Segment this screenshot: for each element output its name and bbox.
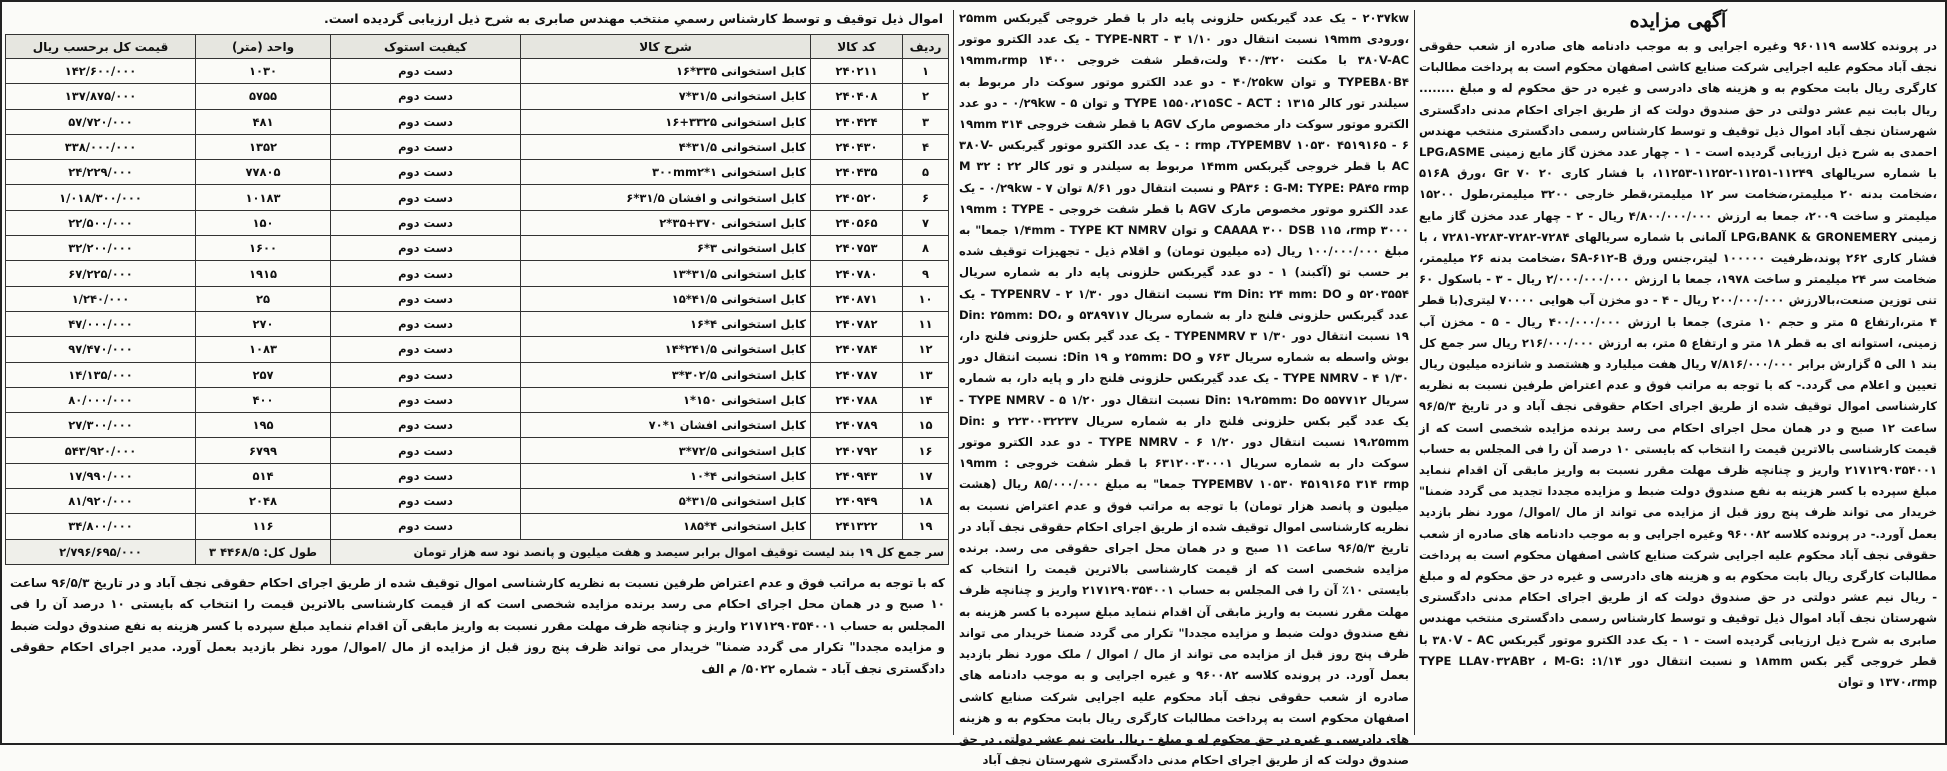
item-description: کابل استخوانی ۷۲/۵*۳: [521, 438, 811, 463]
row-number: ۱۶: [903, 438, 949, 463]
unit-meters: ۱۵۰: [196, 210, 331, 235]
total-price: ۱/۲۴۰/۰۰۰: [6, 286, 196, 311]
notice-body-part-2: ۲۰۳۷kw - یک عدد گیربکس حلزونی پایه دار با قطر خروجی گیربکس ۲۵mm ،ورودی ۱۹mm نسبت انتقال دور ۱/۱۰ TYPE-NRT - ۳ - یک عدد الکترو موتور ۳۸۰V-AC با مکنت ۴۰۰/۳۲۰ ولت،قطر شفت خروجی ۱۹mm،rmp ۱۴۰۰ TYPEB۸۰B۴ و توان ۴۰/۲۵kw - دو عدد الکترو موتور سوکت دار مربوط به سیلندر تور کالر ۱۳۱۵ : TYPE ۱۵۵۰،۲۱۵SC - ACT و توان ۰/۲۹kw - ۵ - دو عدد الکترو موتور سوکت دار مخصوص مارک AGV با قطر شفت خروجی ۱۹mm ۳۱۴ : rmp ،TYPEMBV ۱۰۵۳۰ ۴۵۱۹۱۶۵ - ۶ - یک عدد الکترو موتور گیربکس ۳۸۰V-AC با قطر خروجی گیربکس ۱۴mm مربوط به سیلندر و تور کالر ۲۲ : M ۳۲ PA۳۶ : G-M: TYPE: PA۴۵ rmp و نسبت انتقال دور ۸/۶۱ توان ۰/۲۹kw - ۷ - یک عدد الکترو موتور مخصوص مارک AGV با قطر شفت خروجی ۱۹mm : TYPE - CAAAA ۳۰۰ DSB ۱۱۵ ،rmp ۳۰۰۰ و توان ۱/۴mm - TYPE KT NMRV جمعا" به مبلغ ۱۰۰/۰۰۰/۰۰۰ ریال (ده میلیون تومان) و اقلام ذیل - تجهیزات توقیف شده بر حسب تو (آکبند) ۱ - دو عدد گیربکس حلزونی پایه دار به شماره سریال ۵۲۰۳۵۵۴ و ۳m Din: ۲۴ mm: DO نسبت انتقال دور ۱/۳۰ TYPENRV - ۲ - یک عدد گیربکس حلزونی فلنج دار به شماره سریال ۵۳۸۹۷۱۷ و Din: ۲۵mm: DO، ۱۹ نسبت انتقال دور ۱/۳۰ TYPENMRV ۳ - یک عدد گیر بکس حلزونی فلنج دار، بوش واسطه به شماره سریال ۷۶۳ و ۲۵mm: DO و ۱۹ Din: نسبت انتقال دور ۱/۳۰ TYPE NMRV - ۴ - یک عدد گیربکس حلزونی فلنج دار و پایه دار، به شماره سریال ۵۵۷۷۱۲ Din: ۱۹،۲۵mm: Do نسبت انتقال دور ۱/۲۰ TYPE NMRV - ۵ - یک عدد گیر بکس حلزونی فلنج دار به شماره سریال ۲۲۳۰۰۳۲۲۳۷ و Din: ۱۹،۲۵mm نسبت انتقال دور ۱/۲۰ TYPE NMRV - ۶ - دو عدد الکترو موتور سوکت دار به شماره سریال ۶۳۱۲۰۰۳۰۰۰۱ با قطر شفت خروجی ۱۹mm : TYPEMBV ۱۰۵۳۰ ۴۵۱۹۱۶۵ ۳۱۴ rmp جمعا" به مبلغ ۸۵/۰۰۰/۰۰۰ ریال (هشت میلیون و پانصد هزار تومان) با توجه به مراتب فوق و عدم اعتراض نسبت به نظریه کارشناسی اموال توقیف شده از طریق اجرای احکام حقوقی نجف آباد در تاریخ ۹۶/۵/۳ ساعت ۱۱ صبح و در همان محل اجرای حقوقی می رسد. برنده مزایده شخصی است که از قیمت کارشناسی بالاترین قیمت را انتخاب که بایستی ۱۰٪ آن را فی المجلس به حساب ۲۱۷۱۲۹۰۳۵۴۰۰۱ واریز و چنانچه ظرف مهلت مقرر نسبت به واریز مابقی آن اقدام ننماید مبلغ سپرده با کسر هزینه به نفع صندوق دولت ضبط و مزایده مجددا" تکرار می گردد ضمنا خریدار می تواند ظرف پنج روز قبل از مزایده می تواند از مال / اموال / ملک مورد نظر بازدید بعمل آورد. در پرونده کلاسه ۹۶۰۰۸۲ و غیره اجرایی و به موجب دادنامه های صادره از شعب حقوقی نجف آباد محکوم علیه اجرایی شرکت صنایع کاشی اصفهان محکوم است به پرداخت مطالبات کارگری ریال بابت محکوم به و هزینه های دادرسی و غیره در حق محکوم له و مبلغ - ریال بابت نیم عشر دولتی در حق صندوق دولت که از طریق اجرای احکام مدنی دادگستری شهرستان نجف آباد: [959, 11, 1410, 768]
item-description: کابل استخوانی ۴۱/۵*۱۵: [521, 286, 811, 311]
row-number: ۹: [903, 261, 949, 286]
table-row: [6, 387, 949, 412]
summary-length: طول کل: ۴۴۶۸/۵ ۳: [196, 539, 331, 564]
total-price: ۶۷/۲۲۵/۰۰۰: [6, 261, 196, 286]
stock-quality: دست دوم: [331, 463, 521, 488]
unit-meters: ۱۶۰۰: [196, 236, 331, 261]
row-number: ۱۰: [903, 286, 949, 311]
stock-quality: دست دوم: [331, 84, 521, 109]
total-price: ۳۲/۲۰۰/۰۰۰: [6, 236, 196, 261]
row-number: ۴: [903, 134, 949, 159]
unit-meters: ۲۰۴۸: [196, 489, 331, 514]
total-price: ۵۷/۷۲۰/۰۰۰: [6, 109, 196, 134]
item-code: ۲۴۰۷۸۷: [811, 362, 903, 387]
stock-quality: دست دوم: [331, 514, 521, 539]
unit-meters: ۱۰۳۰: [196, 59, 331, 84]
table-row: [6, 261, 949, 286]
notice-body-part-1: در پرونده کلاسه ۹۶۰۱۱۹ وغیره اجرایی و به موجب دادنامه های صادره از شعب حقوقی نجف آباد محکوم علیه اجرایی شرکت صنایع کاشی اصفهان محکوم است به پرداخت مطالبات کارگری ریال بابت محکوم به و هزینه های دادرسی و غیره در حق محکوم له و مبلغ ........ ریال بابت نیم عشر دولتی در حق صندوق دولت که از طریق اجرای احکام مدنی دادگستری شهرستان نجف آباد اموال ذیل توقیف و توسط کارشناس رسمی دادگستری منتخب مهندس احمدی به شرح ذیل ارزیابی گردیده است - ۱ - چهار عدد مخزن گاز مایع زمینی LPG،ASME با شماره سریالهای ۱۱۲۴۹-۱۱۲۵۱-۱۱۲۵۲-۱۱۲۵۳، با فشار کاری ۲۰ Gr ۷۰ ،ورق ۵۱۶A ،ضخامت بدنه ۲۰ میلیمتر،ضخامت سر ۱۲ میلیمتر،قطر خارجی ۳۲۰۰ میلیمتر،طول ۱۵۲۰۰ میلیمتر و ساخت ۲۰۰۹، جمعا به ارزش ۴/۸۰۰/۰۰۰/۰۰۰ ریال - ۲ - چهار عدد مخزن گاز مایع زمینی LPG،BANK & GRONEMERY آلمانی با شماره سریالهای ۷۲۸۴-۷۲۸۲-۷۲۸۳-۷۲۸۱ ، با فشار کاری ۲۶۲ پوند،ظرفیت ۱۰۰۰۰۰ لیتر،جنس ورق SA-۶۱۲-B ،ضخامت بدنه ۲۶ میلیمتر، ضخامت سر ۲۴ میلیمتر و ساخت ۱۹۷۸، جمعا با ارزش ۲/۰۰۰/۰۰۰/۰۰۰ ریال - ۳ - باسکول ۶۰ تنی توزین صنعت،بالارزش ۲۰۰/۰۰۰/۰۰۰ ریال - ۴ - دو مخزن آب هوایی ۷۰۰۰۰ لیتری(با قطر ۴ متر،ارتفاع ۵ متر و حجم ۱۰ متری) جمعا با ارزش ۴۰۰/۰۰۰/۰۰۰ ریال - ۵ - مخزن آب زمینی، استوانه ای به قطر ۱۸ متر و ارتفاع ۵ متر، به ارزش ۲۱۶/۰۰۰/۰۰۰ ریال سر جمع کل بند ۱ الی ۵ گزارش برابر ۷/۸۱۶/۰۰۰/۰۰۰ ریال هفت میلیارد و هشتصد و شانزده میلیون ریال تعیین و اعلام می گردد.- که با توجه به مراتب فوق و عدم اعتراض طرفین نسبت به نظریه کارشناسی اموال توقیف شده از طریق اجرای احکام حقوقی نجف آباد و در تاریخ ۹۶/۵/۳ ساعت ۱۲ صبح و در همان محل اجرای احکام می رسد برنده مزایده شخصی است که از قیمت کارشناسی بالاترین قیمت را انتخاب که بایستی ۱۰ درصد آن را فی المجلس به حساب ۲۱۷۱۲۹۰۳۵۴۰۰۱ واریز و چنانچه ظرف مهلت مقرر نسبت به واریز مابقی آن اقدام ننماید مبلغ سپرده با کسر هزینه به نفع صندوق دولت ضبط و مزایده مجددا تجدید می گردد ضمنا" خریدار می تواند ظرف پنج روز قبل از مزایده می تواند از مال /اموال/ مورد نظر بازدید بعمل آورد.- در پرونده کلاسه ۹۶۰۰۸۲ وغیره اجرایی و به موجب دادنامه های صادره از شعب حقوقی نجف آباد محکوم علیه اجرایی شرکت صنایع کاشی اصفهان محکوم است به پرداخت مطالبات کارگری ریال بابت محکوم به و هزینه های دادرسی و غیره در حق محکوم له و مبلغ - ریال نیم عشر دولتی در حق صندوق دولت که از طریق اجرای احکام مدنی دادگستری شهرستان نجف آباد اموال ذیل توقیف و توسط کارشناس رسمی دادگستری منتخب مهندس صابری به شرح ذیل ارزیابی گردیده است - ۱ - یک عدد الکترو موتور گیربکس ۳۸۰V - AC با قطر خروجی گیر بکس ۱۸mm و نسبت انتقال دور ۱/۱۴: TYPE LLA۷۰۳۲AB۲ ، M-G: ۱۳۷۰،rmp و توان: [1419, 39, 1938, 690]
stock-quality: دست دوم: [331, 362, 521, 387]
item-description: کابل استخوانی ۴*۱۶: [521, 311, 811, 336]
table-row: [6, 311, 949, 336]
stock-quality: دست دوم: [331, 185, 521, 210]
stock-quality: دست دوم: [331, 387, 521, 412]
total-price: ۹۷/۴۷۰/۰۰۰: [6, 337, 196, 362]
item-description: کابل استخوانی ۱*۳۰۰mm۲: [521, 160, 811, 185]
item-description: کابل استخوانی ۳۳۵*۱۶: [521, 59, 811, 84]
table-row: [6, 362, 949, 387]
column-header: واحد (متر): [196, 35, 331, 59]
item-code: ۲۴۰۲۱۱: [811, 59, 903, 84]
total-price: ۸۱/۹۲۰/۰۰۰: [6, 489, 196, 514]
total-price: ۱۴۲/۶۰۰/۰۰۰: [6, 59, 196, 84]
item-code: ۲۴۰۷۸۰: [811, 261, 903, 286]
row-number: ۱۷: [903, 463, 949, 488]
item-code: ۲۴۰۷۸۸: [811, 387, 903, 412]
unit-meters: ۱۹۵: [196, 413, 331, 438]
table-row: [6, 463, 949, 488]
total-price: ۲۴/۲۲۹/۰۰۰: [6, 160, 196, 185]
total-price: ۱۷/۹۹۰/۰۰۰: [6, 463, 196, 488]
unit-meters: ۱۳۵۲: [196, 134, 331, 159]
item-description: کابل استخوانی ۳۳۲۵+۱۶: [521, 109, 811, 134]
row-number: ۱: [903, 59, 949, 84]
column-header: قیمت کل برحسب ریال: [6, 35, 196, 59]
table-row: [6, 236, 949, 261]
stock-quality: دست دوم: [331, 160, 521, 185]
table-row: [6, 84, 949, 109]
table-row: [6, 109, 949, 134]
item-code: ۲۴۰۷۵۳: [811, 236, 903, 261]
table-row: [6, 413, 949, 438]
item-description: کابل استخوانی ۳۱/۵*۵: [521, 489, 811, 514]
item-code: ۲۴۰۷۸۲: [811, 311, 903, 336]
item-code: ۲۴۰۷۸۴: [811, 337, 903, 362]
total-price: ۵۴۳/۹۲۰/۰۰۰: [6, 438, 196, 463]
column-header: شرح کالا: [521, 35, 811, 59]
item-code: ۲۴۰۸۷۱: [811, 286, 903, 311]
unit-meters: ۴۸۱: [196, 109, 331, 134]
stock-quality: دست دوم: [331, 59, 521, 84]
total-price: ۲۷/۳۰۰/۰۰۰: [6, 413, 196, 438]
row-number: ۱۱: [903, 311, 949, 336]
column-divider: [953, 10, 954, 735]
row-number: ۷: [903, 210, 949, 235]
item-description: کابل استخوانی ۳*۶: [521, 236, 811, 261]
item-description: کابل استخوانی ۳۷۰+۳۵*۲: [521, 210, 811, 235]
item-code: ۲۴۰۹۴۹: [811, 489, 903, 514]
column-header: ردیف: [903, 35, 949, 59]
unit-meters: ۱۱۶: [196, 514, 331, 539]
notice-column-1: [1419, 8, 1937, 737]
total-price: ۳۳۸/۰۰۰/۰۰۰: [6, 134, 196, 159]
item-code: ۲۴۰۴۲۴: [811, 109, 903, 134]
item-description: کابل استخوانی ۳۱/۵*۷: [521, 84, 811, 109]
column-divider: [1414, 10, 1415, 735]
cable-section: [6, 8, 949, 737]
row-number: ۶: [903, 185, 949, 210]
item-description: کابل استخوانی ۴*۱۸۵: [521, 514, 811, 539]
unit-meters: ۱۰۸۳: [196, 337, 331, 362]
table-row: [6, 286, 949, 311]
total-price: ۱/۰۱۸/۳۰۰/۰۰۰: [6, 185, 196, 210]
column-header: کیفیت استوک: [331, 35, 521, 59]
table-row: [6, 438, 949, 463]
item-description: کابل استخوانی افشان ۱*۷۰: [521, 413, 811, 438]
unit-meters: ۲۵: [196, 286, 331, 311]
item-description: کابل استخوانی و افشان ۳۱/۵*۶: [521, 185, 811, 210]
total-price: ۲۲/۵۰۰/۰۰۰: [6, 210, 196, 235]
item-description: کابل استخوانی ۲۴۱/۵*۱۴: [521, 337, 811, 362]
total-price: ۱۴/۱۳۵/۰۰۰: [6, 362, 196, 387]
table-row: [6, 337, 949, 362]
table-row: [6, 185, 949, 210]
item-code: ۲۴۰۹۴۳: [811, 463, 903, 488]
table-row: [6, 514, 949, 539]
unit-meters: ۲۵۷: [196, 362, 331, 387]
column-header: کد کالا: [811, 35, 903, 59]
unit-meters: ۵۷۵۵: [196, 84, 331, 109]
item-description: کابل استخوانی ۳۰۲/۵*۳: [521, 362, 811, 387]
stock-quality: دست دوم: [331, 236, 521, 261]
row-number: ۱۵: [903, 413, 949, 438]
stock-quality: دست دوم: [331, 337, 521, 362]
notice-title: آگهی مزایده: [1629, 10, 1727, 32]
table-summary-row: [6, 539, 949, 564]
item-description: کابل استخوانی ۳۱/۵*۱۳: [521, 261, 811, 286]
unit-meters: ۶۷۹۹: [196, 438, 331, 463]
table-row: [6, 210, 949, 235]
row-number: ۱۸: [903, 489, 949, 514]
row-number: ۲: [903, 84, 949, 109]
item-code: ۲۴۰۴۰۸: [811, 84, 903, 109]
table-row: [6, 160, 949, 185]
table-row: [6, 134, 949, 159]
row-number: ۱۹: [903, 514, 949, 539]
total-price: ۳۴/۸۰۰/۰۰۰: [6, 514, 196, 539]
table-header-note: اموال ذیل توقیف و توسط کارشناس رسمیِ منتخب مهندس صابری به شرح ذیل ارزیابی گردیده است.: [323, 11, 943, 26]
unit-meters: ۱۹۱۵: [196, 261, 331, 286]
unit-meters: ۵۱۴: [196, 463, 331, 488]
item-description: کابل استخوانی ۳۱/۵*۴: [521, 134, 811, 159]
item-code: ۲۴۰۵۶۵: [811, 210, 903, 235]
cable-table: [5, 34, 949, 565]
item-code: ۲۴۰۴۳۰: [811, 134, 903, 159]
unit-meters: ۷۷۸۰۵: [196, 160, 331, 185]
stock-quality: دست دوم: [331, 489, 521, 514]
notice-footer: که با توجه به مراتب فوق و عدم اعتراض طرفین نسبت به نظریه کارشناسی اموال توقیف شده از طریق اجرای احکام حقوقی نجف آباد و در تاریخ ۹۶/۵/۳ ساعت ۱۰ صبح و در همان محل اجرای احکام می رسد برنده مزایده شخصی است که از قیمت کارشناسی بالاترین قیمت را انتخاب که بایستی ۱۰ درصد آن را فی المجلس به حساب ۲۱۷۱۲۹۰۳۵۴۰۰۱ واریز و چنانچه ظرف مهلت مقرر نسبت به واریز مابقی آن اقدام ننماید مبلغ سپرده با کسر هزینه به نفع صندوق دولت ضبط و مزایده مجددا" تکرار می گردد ضمنا" خریدار می تواند ظرف پنج روز قبل از مزایده از مال /اموال/ مورد نظر بازدید بعمل آورد. مدیر اجرای احکام حقوقی دادگستری نجف آباد - شماره ۵۰۲۲/ م الف: [10, 575, 946, 676]
row-number: ۱۲: [903, 337, 949, 362]
total-price: ۱۳۷/۸۷۵/۰۰۰: [6, 84, 196, 109]
stock-quality: دست دوم: [331, 210, 521, 235]
unit-meters: ۱۰۱۸۳: [196, 185, 331, 210]
table-row: [6, 59, 949, 84]
stock-quality: دست دوم: [331, 109, 521, 134]
item-description: کابل استخوانی ۱۵۰*۱: [521, 387, 811, 412]
total-price: ۴۷/۰۰۰/۰۰۰: [6, 311, 196, 336]
stock-quality: دست دوم: [331, 311, 521, 336]
stock-quality: دست دوم: [331, 134, 521, 159]
row-number: ۸: [903, 236, 949, 261]
item-code: ۲۴۱۳۲۲: [811, 514, 903, 539]
row-number: ۳: [903, 109, 949, 134]
table-row: [6, 489, 949, 514]
stock-quality: دست دوم: [331, 286, 521, 311]
unit-meters: ۴۰۰: [196, 387, 331, 412]
notice-column-2: [959, 8, 1410, 768]
total-price: ۸۰/۰۰۰/۰۰۰: [6, 387, 196, 412]
item-code: ۲۴۰۵۲۰: [811, 185, 903, 210]
stock-quality: دست دوم: [331, 413, 521, 438]
item-code: ۲۴۰۷۸۹: [811, 413, 903, 438]
item-code: ۲۴۰۴۳۵: [811, 160, 903, 185]
row-number: ۱۴: [903, 387, 949, 412]
row-number: ۱۳: [903, 362, 949, 387]
stock-quality: دست دوم: [331, 438, 521, 463]
table-header-row: [6, 35, 949, 59]
summary-label: سر جمع کل ۱۹ بند لیست توقیف اموال برابر سیصد و هفت میلیون و پانصد نود سه هزار تومان: [331, 539, 949, 564]
summary-total: ۲/۷۹۶/۶۹۵/۰۰۰: [6, 539, 196, 564]
unit-meters: ۲۷۰: [196, 311, 331, 336]
item-description: کابل استخوانی ۴*۱۰: [521, 463, 811, 488]
row-number: ۵: [903, 160, 949, 185]
item-code: ۲۴۰۷۹۲: [811, 438, 903, 463]
stock-quality: دست دوم: [331, 261, 521, 286]
